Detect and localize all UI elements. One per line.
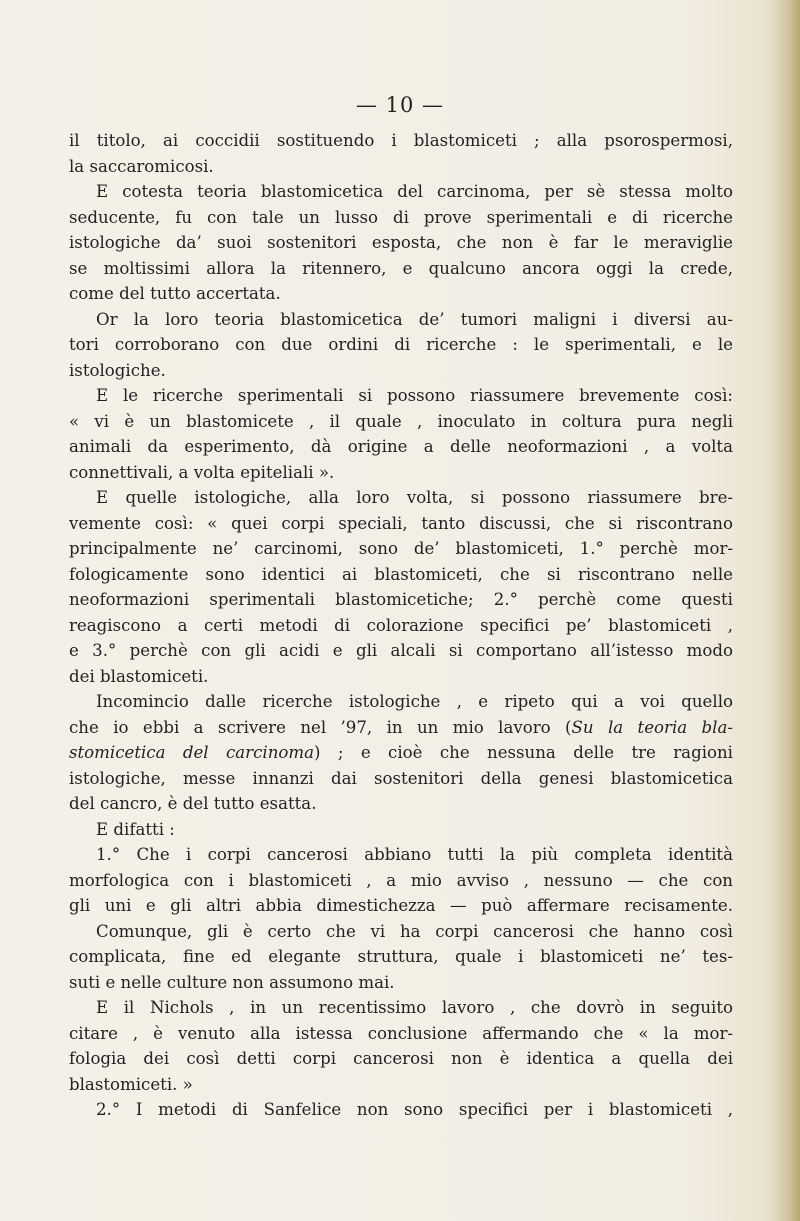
text-run: gli uni e gli altri abbia dimestichezza — può affermare recisamente. — [69, 896, 733, 915]
text-run: fologicamente sono identici ai blastomiceti, che si riscontrano nelle — [69, 564, 733, 584]
page-number: — 10 — — [355, 93, 445, 117]
text-run: E cotesta teoria blastomicetica del carcinoma, per sè stessa molto — [96, 182, 733, 201]
text-line — [69, 1046, 733, 1072]
text-line — [69, 205, 733, 231]
text-run: istologiche, messe innanzi dai sostenitori della genesi blastomicetica — [69, 768, 733, 788]
text-run: E quelle istologiche, alla loro volta, si possono riassumere bre- — [96, 488, 733, 507]
text-line — [69, 332, 733, 358]
text-run: reagiscono a certi metodi di colorazione specifici pe’ blastomiceti , — [69, 615, 733, 635]
text-run: e 3.° perchè con gli acidi e gli alcali si comportano all’istesso modo — [69, 641, 733, 660]
text-line — [69, 434, 733, 460]
text-run: fologia dei così detti corpi cancerosi non è identica a quella dei — [69, 1049, 733, 1068]
text-run: la saccaromicosi. — [69, 156, 214, 176]
text-line — [69, 817, 733, 843]
text-line — [69, 766, 733, 792]
text-run: del cancro, è del tutto esatta. — [69, 794, 317, 813]
text-run: dei blastomiceti. — [69, 666, 209, 686]
text-run: se moltissimi allora la ritennero, e qualcuno ancora oggi la crede, — [69, 258, 733, 278]
text-run: morfologica con i blastomiceti , a mio avviso , nessuno — che con — [69, 870, 733, 890]
text-line — [69, 893, 733, 919]
text-line — [69, 1072, 733, 1098]
text-line — [69, 995, 733, 1021]
text-line — [69, 664, 733, 690]
text-line — [69, 791, 733, 817]
text-run: Or la loro teoria blastomicetica de’ tumori maligni i diversi au- — [96, 309, 733, 329]
text-run: principalmente ne’ carcinomi, sono de’ blastomiceti, 1.° perchè mor- — [69, 539, 733, 558]
text-line — [69, 715, 733, 741]
text-line — [69, 409, 733, 435]
italic-title: stomicetica del carcinoma — [69, 743, 315, 762]
text-run: blastomiceti. » — [69, 1074, 193, 1094]
text-run: come del tutto accertata. — [69, 284, 281, 303]
text-run: vemente così: « quei corpi speciali, tanto discussi, che si riscontrano — [69, 513, 733, 533]
text-line — [69, 511, 733, 537]
text-line — [69, 281, 733, 307]
text-run: il titolo, ai coccidii sostituendo i blastomiceti ; alla psorospermosi, — [69, 131, 733, 150]
text-line — [69, 128, 733, 154]
text-run: complicata, fine ed elegante struttura, quale i blastomiceti ne’ tes- — [69, 947, 733, 966]
page-edge-shadow — [770, 0, 800, 1221]
text-line — [69, 919, 733, 945]
text-line — [69, 970, 733, 996]
text-run: animali da esperimento, dà origine a delle neoformazioni , a volta — [69, 437, 733, 456]
text-line — [69, 868, 733, 894]
text-run: E difatti : — [96, 819, 175, 839]
text-run: « vi è un blastomicete , il quale , inoculato in coltura pura negli — [69, 411, 733, 431]
text-run: connettivali, a volta epiteliali ». — [69, 462, 335, 482]
body-text — [69, 128, 733, 1123]
text-run: suti e nelle culture non assumono mai. — [69, 972, 395, 992]
text-line — [69, 1021, 733, 1047]
text-line — [69, 383, 733, 409]
text-line — [69, 587, 733, 613]
text-run: Incomincio dalle ricerche istologiche , e ripeto qui a voi quello — [96, 692, 733, 711]
text-line — [69, 460, 733, 486]
text-run: istologiche da’ suoi sostenitori esposta, che non è far le meraviglie — [69, 233, 733, 252]
text-line — [69, 256, 733, 282]
text-line — [69, 485, 733, 511]
text-run: E le ricerche sperimentali si possono riassumere brevemente così: — [96, 386, 733, 405]
text-line — [69, 689, 733, 715]
text-run: citare , è venuto alla istessa conclusione affermando che « la mor- — [69, 1023, 733, 1043]
text-run: 1.° Che i corpi cancerosi abbiano tutti la più completa identità — [96, 845, 733, 864]
text-line — [69, 536, 733, 562]
text-run: seducente, fu con tale un lusso di prove sperimentali e di ricerche — [69, 207, 733, 227]
text-run: 2.° I metodi di Sanfelice non sono specifici per i blastomiceti , — [96, 1100, 733, 1119]
text-line — [69, 740, 733, 766]
text-run: Comunque, gli è certo che vi ha corpi cancerosi che hanno così — [96, 921, 733, 941]
text-line — [69, 842, 733, 868]
text-line — [69, 179, 733, 205]
text-line — [69, 562, 733, 588]
text-line — [69, 230, 733, 256]
text-run: ) ; e cioè che nessuna delle tre ragioni — [314, 743, 733, 762]
text-run: istologiche. — [69, 360, 166, 380]
text-line — [69, 944, 733, 970]
italic-title: Su la teoria bla- — [571, 717, 733, 737]
text-line — [69, 307, 733, 333]
text-line — [69, 638, 733, 664]
text-line — [69, 1097, 733, 1123]
text-line — [69, 154, 733, 180]
text-run: che io ebbi a scrivere nel ’97, in un mio lavoro ( — [69, 717, 572, 737]
text-run: neoformazioni sperimentali blastomicetiche; 2.° perchè come questi — [69, 590, 733, 609]
text-line — [69, 613, 733, 639]
text-run: tori corroborano con due ordini di ricerche : le sperimentali, e le — [69, 335, 733, 354]
text-run: E il Nichols , in un recentissimo lavoro , che dovrò in seguito — [96, 998, 733, 1017]
text-line — [69, 358, 733, 384]
